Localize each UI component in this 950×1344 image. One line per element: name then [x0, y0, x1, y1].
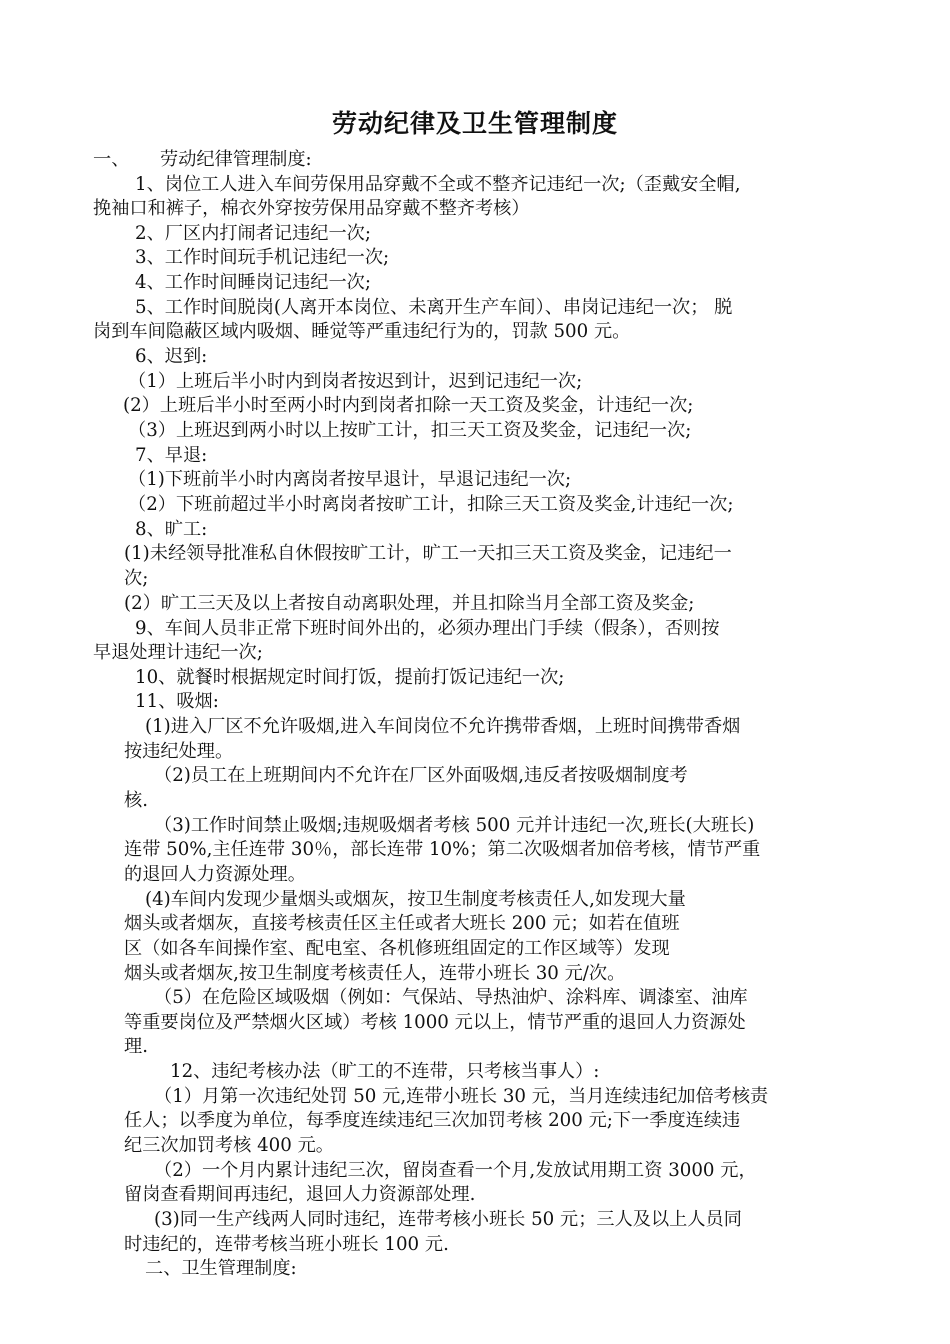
paragraph-line: （5）在危险区域吸烟（例如：气保站、导热油炉、涂料库、调漆室、油库 — [154, 987, 748, 1008]
paragraph-line: (1)进入厂区不允许吸烟,进入车间岗位不允许携带香烟，上班时间携带香烟 — [145, 716, 741, 737]
paragraph-line: 3、工作时间玩手机记违纪一次; — [135, 247, 390, 268]
paragraph-line: （1)下班前半小时内离岗者按早退计，早退记违纪一次; — [128, 469, 572, 490]
paragraph-line: (4)车间内发现少量烟头或烟灰，按卫生制度考核责任人,如发现大量 — [145, 889, 686, 910]
paragraph-line: 区（如各车间操作室、配电室、各机修班组固定的工作区域等）发现 — [124, 938, 670, 959]
paragraph-line: （2）下班前超过半小时离岗者按旷工计，扣除三天工资及奖金,计违纪一次; — [128, 494, 734, 515]
paragraph-line: (3)同一生产线两人同时违纪，连带考核小班长 50 元；三人及以上人员同 — [154, 1209, 742, 1230]
paragraph-line: 12、违纪考核办法（旷工的不连带，只考核当事人）: — [170, 1061, 600, 1082]
paragraph-line: 的退回人力资源处理。 — [124, 864, 306, 885]
paragraph-line: 任人；以季度为单位，每季度连续违纪三次加罚考核 200 元;下一季度连续违 — [124, 1110, 741, 1131]
paragraph-line: （3)工作时间禁止吸烟;违规吸烟者考核 500 元并计违纪一次,班长(大班长) — [154, 815, 755, 836]
paragraph-line: 11、吸烟: — [135, 691, 219, 712]
paragraph-line: 岗到车间隐蔽区域内吸烟、睡觉等严重违纪行为的，罚款 500 元。 — [93, 321, 631, 342]
paragraph-line: 挽袖口和裤子，棉衣外穿按劳保用品穿戴不整齐考核） — [93, 198, 530, 219]
paragraph-line: (1)未经领导批准私自休假按旷工计，旷工一天扣三天工资及奖金，记违纪一 — [124, 543, 732, 564]
paragraph-line: （2)员工在上班期间内不允许在厂区外面吸烟,违反者按吸烟制度考 — [154, 765, 688, 786]
paragraph-line: （3）上班迟到两小时以上按旷工计，扣三天工资及奖金，记违纪一次; — [128, 420, 692, 441]
paragraph-line: 纪三次加罚考核 400 元。 — [124, 1135, 334, 1156]
paragraph-line: （1）月第一次违纪处罚 50 元,连带小班长 30 元，当月连续违纪加倍考核责 — [154, 1086, 769, 1107]
paragraph-line: (2）旷工三天及以上者按自动离职处理，并且扣除当月全部工资及奖金; — [124, 593, 695, 614]
paragraph-line: 按违纪处理。 — [124, 741, 234, 762]
paragraph-line: 烟头或者烟灰，直接考核责任区主任或者大班长 200 元；如若在值班 — [124, 913, 680, 934]
paragraph-line: 留岗查看期间再违纪，退回人力资源部处理. — [124, 1184, 476, 1205]
paragraph-line: 时违纪的，连带考核当班小班长 100 元. — [124, 1234, 449, 1255]
paragraph-line: 8、旷工: — [135, 519, 208, 540]
paragraph-line: 7、早退: — [135, 445, 208, 466]
paragraph-line: 1、岗位工人进入车间劳保用品穿戴不全或不整齐记违纪一次;（歪戴安全帽, — [135, 174, 741, 195]
section-number: 一、 — [93, 149, 130, 170]
paragraph-line: 5、工作时间脱岗(人离开本岗位、未离开生产车间）、串岗记违纪一次； 脱 — [135, 297, 733, 318]
paragraph-line: 核. — [124, 790, 148, 811]
paragraph-line: 6、迟到: — [135, 346, 208, 367]
paragraph-line: 2、厂区内打闹者记违纪一次; — [135, 223, 371, 244]
paragraph-line: 早退处理计违纪一次; — [93, 642, 263, 663]
section-heading: 二、卫生管理制度: — [145, 1258, 297, 1279]
paragraph-line: （2）一个月内累计违纪三次，留岗查看一个月,发放试用期工资 3000 元， — [154, 1160, 757, 1181]
paragraph-line: (2）上班后半小时至两小时内到岗者扣除一天工资及奖金，计违纪一次; — [123, 395, 694, 416]
paragraph-line: 烟头或者烟灰,按卫生制度考核责任人，连带小班长 30 元/次。 — [124, 963, 626, 984]
document-title: 劳动纪律及卫生管理制度 — [331, 109, 618, 138]
paragraph-line: 次; — [124, 568, 149, 589]
paragraph-line: 理. — [124, 1036, 148, 1057]
paragraph-line: （1）上班后半小时内到岗者按迟到计，迟到记违纪一次; — [128, 371, 583, 392]
paragraph-line: 等重要岗位及严禁烟火区域）考核 1000 元以上，情节严重的退回人力资源处 — [124, 1012, 746, 1033]
section-heading: 劳动纪律管理制度: — [160, 149, 312, 170]
paragraph-line: 9、车间人员非正常下班时间外出的，必须办理出门手续（假条），否则按 — [135, 618, 720, 639]
paragraph-line: 4、工作时间睡岗记违纪一次; — [135, 272, 371, 293]
paragraph-line: 连带 50%,主任连带 30％，部长连带 10%；第二次吸烟者加倍考核，情节严重 — [124, 839, 761, 860]
paragraph-line: 10、就餐时根据规定时间打饭，提前打饭记违纪一次; — [135, 667, 565, 688]
